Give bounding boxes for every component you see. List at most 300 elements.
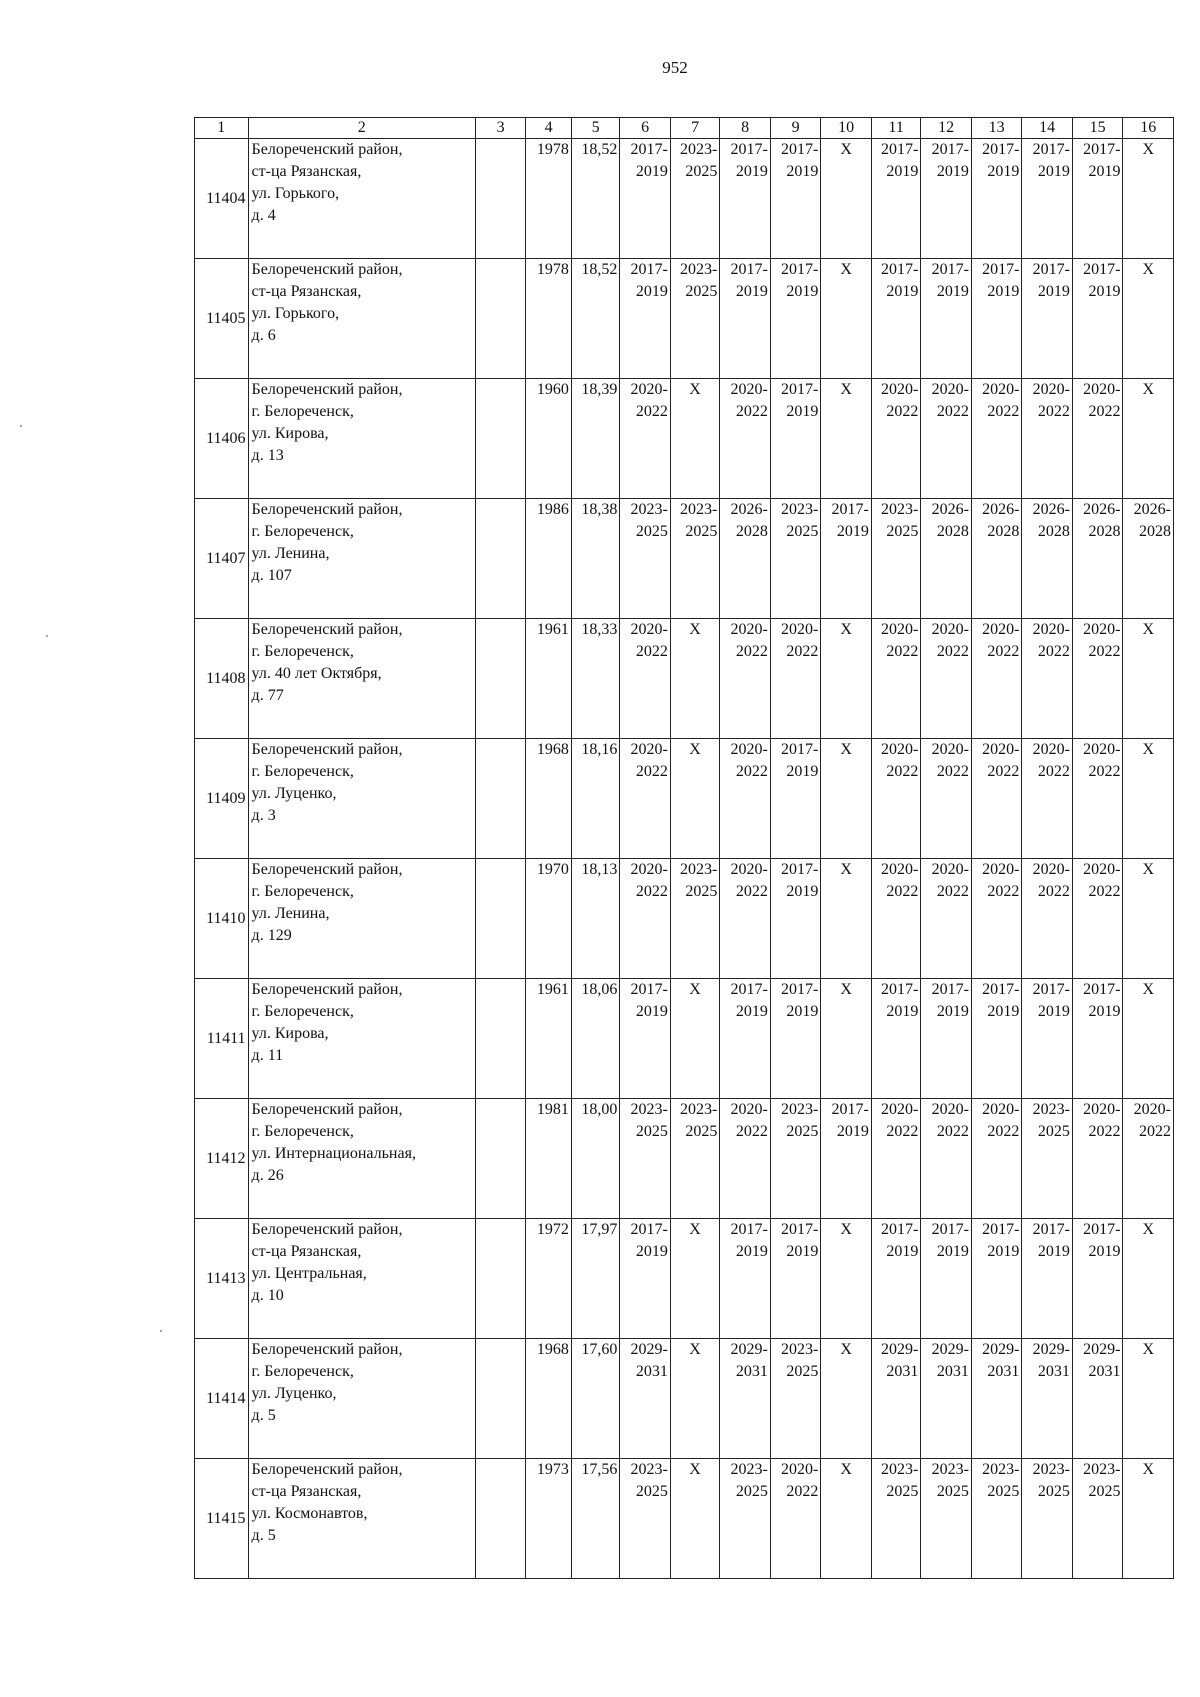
cell-c8: [720, 979, 771, 1099]
period-part: 2023-: [630, 501, 668, 518]
period-part: 2017-: [881, 981, 919, 998]
column-header: 1: [195, 118, 249, 139]
cell-c8: [720, 1219, 771, 1339]
column-header: 13: [971, 118, 1022, 139]
period-part: 2020-: [982, 861, 1020, 878]
period-part: 2028: [987, 523, 1020, 540]
period-part: 2020-: [630, 621, 668, 638]
table-row: [195, 1459, 1174, 1579]
address-cell: [248, 139, 475, 259]
table-row: [195, 1219, 1174, 1339]
table-row: [195, 739, 1174, 859]
cell-c5: 18,16: [571, 739, 619, 859]
address-line: Белореченский район,: [251, 1101, 403, 1118]
period-part: 2029-: [1083, 1341, 1121, 1358]
period-part: 2020-: [730, 741, 768, 758]
cell-c15: [1072, 619, 1123, 739]
cell-c9: [770, 859, 821, 979]
period-part: 2025: [886, 523, 919, 540]
cell-c10: X: [821, 259, 872, 379]
period-part: 2022: [1088, 763, 1121, 780]
address-line: Белореченский район,: [251, 741, 403, 758]
column-header: 7: [670, 118, 720, 139]
period-part: 2020-: [1083, 861, 1121, 878]
cell-c14: [1022, 1339, 1073, 1459]
period-part: 2020-: [931, 381, 969, 398]
cell-c15: [1072, 499, 1123, 619]
address-line: Белореченский район,: [251, 1461, 403, 1478]
period-part: 2020-: [1032, 381, 1070, 398]
period-part: 2020-: [931, 621, 969, 638]
period-part: 2028: [1088, 523, 1121, 540]
cell-c8: [720, 379, 771, 499]
period-part: 2031: [735, 1363, 768, 1380]
period-part: 2029-: [982, 1341, 1020, 1358]
period-part: 2022: [735, 1123, 768, 1140]
address-line: ул. Луценко,: [251, 1385, 337, 1402]
cell-c7: [670, 499, 720, 619]
column-header: 2: [248, 118, 475, 139]
cell-c9: [770, 619, 821, 739]
period-part: 2029-: [1032, 1341, 1070, 1358]
address-line: Белореченский район,: [251, 981, 403, 998]
period-part: 2019: [1088, 283, 1121, 300]
period-part: 2025: [685, 523, 718, 540]
cell-c16: [1123, 1099, 1174, 1219]
period-part: 2020-: [730, 861, 768, 878]
period-part: 2017-: [881, 141, 919, 158]
cell-c11: [871, 379, 921, 499]
period-part: 2023-: [1083, 1461, 1121, 1478]
cell-c3: [475, 619, 526, 739]
cell-c7: [670, 259, 720, 379]
cell-c13: [971, 979, 1022, 1099]
cell-c14: [1022, 739, 1073, 859]
period-part: 2017-: [630, 261, 668, 278]
address-cell: [248, 1219, 475, 1339]
cell-c5: 18,52: [571, 259, 619, 379]
cell-c9: [770, 259, 821, 379]
cell-c12: [921, 979, 972, 1099]
period-part: 2022: [987, 1123, 1020, 1140]
period-part: 2026-: [730, 501, 768, 518]
cell-c7: X: [670, 379, 720, 499]
period-part: 2023-: [680, 501, 718, 518]
period-part: 2019: [886, 1243, 919, 1260]
cell-c10: X: [821, 379, 872, 499]
period-part: 2017-: [1083, 261, 1121, 278]
address-cell: [248, 619, 475, 739]
period-part: 2019: [735, 1003, 768, 1020]
period-part: 2019: [836, 1123, 869, 1140]
cell-c3: [475, 1459, 526, 1579]
cell-c16: X: [1123, 259, 1174, 379]
cell-c10: X: [821, 1459, 872, 1579]
period-part: 2023-: [680, 141, 718, 158]
period-part: 2022: [936, 1123, 969, 1140]
cell-c14: [1022, 859, 1073, 979]
period-part: 2031: [1037, 1363, 1070, 1380]
period-part: 2022: [635, 643, 668, 660]
address-line: д. 6: [251, 327, 276, 344]
address-line: ул. 40 лет Октября,: [251, 665, 382, 682]
cell-c9: [770, 499, 821, 619]
period-part: 2020-: [1032, 741, 1070, 758]
address-cell: [248, 1339, 475, 1459]
address-line: г. Белореченск,: [251, 1003, 354, 1020]
address-line: г. Белореченск,: [251, 643, 354, 660]
period-part: 2020-: [982, 621, 1020, 638]
period-part: 2022: [886, 1123, 919, 1140]
column-header: 9: [770, 118, 821, 139]
cell-c5: 17,97: [571, 1219, 619, 1339]
period-part: 2025: [685, 283, 718, 300]
cell-c6: [620, 259, 671, 379]
period-part: 2017-: [881, 261, 919, 278]
cell-c8: [720, 259, 771, 379]
cell-c6: [620, 499, 671, 619]
period-part: 2019: [1037, 1003, 1070, 1020]
period-part: 2023-: [680, 1101, 718, 1118]
period-part: 2031: [635, 1363, 668, 1380]
address-line: Белореченский район,: [251, 861, 403, 878]
period-part: 2022: [1088, 643, 1121, 660]
address-line: ул. Горького,: [251, 305, 340, 322]
period-part: 2026-: [1083, 501, 1121, 518]
cell-c14: [1022, 139, 1073, 259]
cell-c4: 1972: [526, 1219, 571, 1339]
period-part: 2020-: [1133, 1101, 1171, 1118]
period-part: 2019: [886, 163, 919, 180]
cell-c7: [670, 139, 720, 259]
cell-c3: [475, 1219, 526, 1339]
period-part: 2019: [1088, 1243, 1121, 1260]
period-part: 2031: [886, 1363, 919, 1380]
period-part: 2026-: [1133, 501, 1171, 518]
cell-c11: [871, 499, 921, 619]
period-part: 2017-: [982, 141, 1020, 158]
period-part: 2029-: [630, 1341, 668, 1358]
period-part: 2025: [685, 883, 718, 900]
address-line: д. 13: [251, 447, 284, 464]
period-part: 2017-: [730, 141, 768, 158]
table-row: [195, 619, 1174, 739]
period-part: 2019: [1037, 283, 1070, 300]
cell-c11: [871, 859, 921, 979]
address-cell: [248, 859, 475, 979]
cell-c16: X: [1123, 1459, 1174, 1579]
period-part: 2029-: [881, 1341, 919, 1358]
period-part: 2022: [1088, 883, 1121, 900]
period-part: 2019: [786, 1243, 819, 1260]
cell-c6: [620, 139, 671, 259]
address-line: г. Белореченск,: [251, 523, 354, 540]
cell-c8: [720, 859, 771, 979]
period-part: 2023-: [881, 1461, 919, 1478]
period-part: 2017-: [781, 141, 819, 158]
period-part: 2022: [786, 643, 819, 660]
cell-c10: [821, 1099, 872, 1219]
period-part: 2022: [936, 763, 969, 780]
cell-c8: [720, 1459, 771, 1579]
cell-c13: [971, 259, 1022, 379]
cell-c8: [720, 1339, 771, 1459]
address-cell: [248, 1099, 475, 1219]
period-part: 2022: [1088, 1123, 1121, 1140]
period-part: 2022: [886, 763, 919, 780]
cell-c16: X: [1123, 1339, 1174, 1459]
address-line: г. Белореченск,: [251, 883, 354, 900]
period-part: 2025: [987, 1483, 1020, 1500]
cell-c11: [871, 139, 921, 259]
period-part: 2025: [735, 1483, 768, 1500]
cell-c13: [971, 619, 1022, 739]
period-part: 2022: [886, 403, 919, 420]
period-part: 2025: [786, 1363, 819, 1380]
cell-c10: X: [821, 859, 872, 979]
address-line: ул. Ленина,: [251, 545, 330, 562]
address-line: д. 26: [251, 1167, 284, 1184]
period-part: 2023-: [781, 1341, 819, 1358]
cell-c14: [1022, 619, 1073, 739]
period-part: 2017-: [931, 981, 969, 998]
cell-c9: [770, 1219, 821, 1339]
column-header: 16: [1123, 118, 1174, 139]
column-header: 11: [871, 118, 921, 139]
period-part: 2017-: [781, 741, 819, 758]
cell-c3: [475, 499, 526, 619]
table-row: [195, 379, 1174, 499]
period-part: 2019: [1037, 1243, 1070, 1260]
cell-c10: [821, 499, 872, 619]
period-part: 2022: [1037, 883, 1070, 900]
cell-c4: 1960: [526, 379, 571, 499]
period-part: 2026-: [982, 501, 1020, 518]
address-line: Белореченский район,: [251, 261, 403, 278]
address-line: д. 5: [251, 1407, 276, 1424]
cell-c5: 17,56: [571, 1459, 619, 1579]
period-part: 2019: [635, 1003, 668, 1020]
period-part: 2019: [635, 283, 668, 300]
cell-c16: X: [1123, 379, 1174, 499]
cell-c12: [921, 1099, 972, 1219]
cell-c14: [1022, 259, 1073, 379]
row-id: 11411: [195, 979, 249, 1099]
cell-c6: [620, 739, 671, 859]
cell-c10: X: [821, 1219, 872, 1339]
address-line: ул. Луценко,: [251, 785, 337, 802]
address-line: Белореченский район,: [251, 501, 403, 518]
cell-c16: X: [1123, 979, 1174, 1099]
period-part: 2017-: [831, 501, 869, 518]
period-part: 2019: [786, 163, 819, 180]
cell-c4: 1968: [526, 739, 571, 859]
period-part: 2019: [936, 1243, 969, 1260]
cell-c9: [770, 139, 821, 259]
column-header: 6: [620, 118, 671, 139]
period-part: 2020-: [730, 381, 768, 398]
period-part: 2019: [1088, 1003, 1121, 1020]
period-part: 2022: [786, 1483, 819, 1500]
cell-c10: X: [821, 739, 872, 859]
cell-c15: [1072, 1459, 1123, 1579]
period-part: 2022: [987, 403, 1020, 420]
period-part: 2031: [987, 1363, 1020, 1380]
address-line: Белореченский район,: [251, 381, 403, 398]
period-part: 2029-: [730, 1341, 768, 1358]
cell-c15: [1072, 859, 1123, 979]
period-part: 2019: [786, 283, 819, 300]
cell-c3: [475, 1339, 526, 1459]
address-line: ст-ца Рязанская,: [251, 163, 362, 180]
cell-c4: 1986: [526, 499, 571, 619]
address-line: Белореченский район,: [251, 141, 403, 158]
table-row: [195, 499, 1174, 619]
period-part: 2020-: [1083, 741, 1121, 758]
scan-speck: [20, 425, 22, 427]
address-line: д. 10: [251, 1287, 284, 1304]
cell-c13: [971, 499, 1022, 619]
period-part: 2020-: [730, 1101, 768, 1118]
cell-c12: [921, 1459, 972, 1579]
cell-c9: [770, 739, 821, 859]
cell-c8: [720, 139, 771, 259]
cell-c13: [971, 139, 1022, 259]
period-part: 2025: [1037, 1483, 1070, 1500]
period-part: 2023-: [931, 1461, 969, 1478]
cell-c9: [770, 1459, 821, 1579]
cell-c11: [871, 1339, 921, 1459]
period-part: 2022: [886, 643, 919, 660]
column-header: 10: [821, 118, 872, 139]
cell-c16: X: [1123, 1219, 1174, 1339]
cell-c11: [871, 739, 921, 859]
column-header: 3: [475, 118, 526, 139]
period-part: 2022: [987, 763, 1020, 780]
period-part: 2022: [987, 883, 1020, 900]
period-part: 2022: [1088, 403, 1121, 420]
period-part: 2019: [735, 1243, 768, 1260]
period-part: 2023-: [680, 261, 718, 278]
period-part: 2017-: [781, 1221, 819, 1238]
cell-c14: [1022, 499, 1073, 619]
address-cell: [248, 499, 475, 619]
period-part: 2023-: [680, 861, 718, 878]
period-part: 2025: [635, 523, 668, 540]
period-part: 2023-: [630, 1461, 668, 1478]
period-part: 2022: [936, 403, 969, 420]
address-line: Белореченский район,: [251, 1221, 403, 1238]
cell-c15: [1072, 1339, 1123, 1459]
address-line: д. 11: [251, 1047, 284, 1064]
period-part: 2020-: [1083, 621, 1121, 638]
period-part: 2025: [786, 523, 819, 540]
cell-c14: [1022, 979, 1073, 1099]
cell-c12: [921, 139, 972, 259]
period-part: 2026-: [1032, 501, 1070, 518]
table-row: [195, 1099, 1174, 1219]
period-part: 2022: [735, 403, 768, 420]
cell-c14: [1022, 1099, 1073, 1219]
period-part: 2019: [936, 163, 969, 180]
period-part: 2023-: [730, 1461, 768, 1478]
cell-c12: [921, 259, 972, 379]
period-part: 2017-: [931, 261, 969, 278]
cell-c7: [670, 859, 720, 979]
cell-c13: [971, 1219, 1022, 1339]
cell-c4: 1968: [526, 1339, 571, 1459]
table-row: [195, 139, 1174, 259]
cell-c5: 18,38: [571, 499, 619, 619]
row-id: 11414: [195, 1339, 249, 1459]
period-part: 2017-: [1032, 981, 1070, 998]
cell-c7: [670, 1099, 720, 1219]
period-part: 2023-: [781, 1101, 819, 1118]
period-part: 2017-: [730, 1221, 768, 1238]
period-part: 2025: [936, 1483, 969, 1500]
cell-c13: [971, 739, 1022, 859]
period-part: 2031: [936, 1363, 969, 1380]
cell-c16: X: [1123, 619, 1174, 739]
period-part: 2025: [635, 1483, 668, 1500]
cell-c11: [871, 259, 921, 379]
cell-c15: [1072, 739, 1123, 859]
period-part: 2020-: [630, 381, 668, 398]
address-line: г. Белореченск,: [251, 763, 354, 780]
period-part: 2017-: [881, 1221, 919, 1238]
period-part: 2025: [1088, 1483, 1121, 1500]
period-part: 2022: [735, 883, 768, 900]
cell-c13: [971, 1339, 1022, 1459]
cell-c12: [921, 379, 972, 499]
period-part: 2022: [987, 643, 1020, 660]
scan-speck: [46, 635, 48, 637]
page-number: 952: [662, 58, 688, 77]
cell-c15: [1072, 1219, 1123, 1339]
cell-c8: [720, 1099, 771, 1219]
cell-c10: X: [821, 139, 872, 259]
address-line: г. Белореченск,: [251, 1363, 354, 1380]
cell-c11: [871, 619, 921, 739]
period-part: 2017-: [781, 981, 819, 998]
cell-c4: 1981: [526, 1099, 571, 1219]
period-part: 2023-: [881, 501, 919, 518]
period-part: 2017-: [781, 861, 819, 878]
address-line: д. 107: [251, 567, 292, 584]
cell-c11: [871, 1459, 921, 1579]
period-part: 2028: [1037, 523, 1070, 540]
cell-c9: [770, 979, 821, 1099]
address-cell: [248, 259, 475, 379]
address-line: ул. Центральная,: [251, 1265, 367, 1282]
period-part: 2019: [635, 163, 668, 180]
period-part: 2022: [635, 763, 668, 780]
period-part: 2025: [685, 1123, 718, 1140]
period-part: 2029-: [931, 1341, 969, 1358]
cell-c13: [971, 1099, 1022, 1219]
cell-c5: 18,33: [571, 619, 619, 739]
cell-c5: 17,60: [571, 1339, 619, 1459]
column-header: 5: [571, 118, 619, 139]
cell-c6: [620, 1099, 671, 1219]
cell-c6: [620, 1219, 671, 1339]
period-part: 2020-: [982, 381, 1020, 398]
address-line: ул. Кирова,: [251, 1025, 329, 1042]
column-header: 12: [921, 118, 972, 139]
cell-c11: [871, 1099, 921, 1219]
period-part: 2019: [987, 283, 1020, 300]
period-part: 2017-: [982, 261, 1020, 278]
